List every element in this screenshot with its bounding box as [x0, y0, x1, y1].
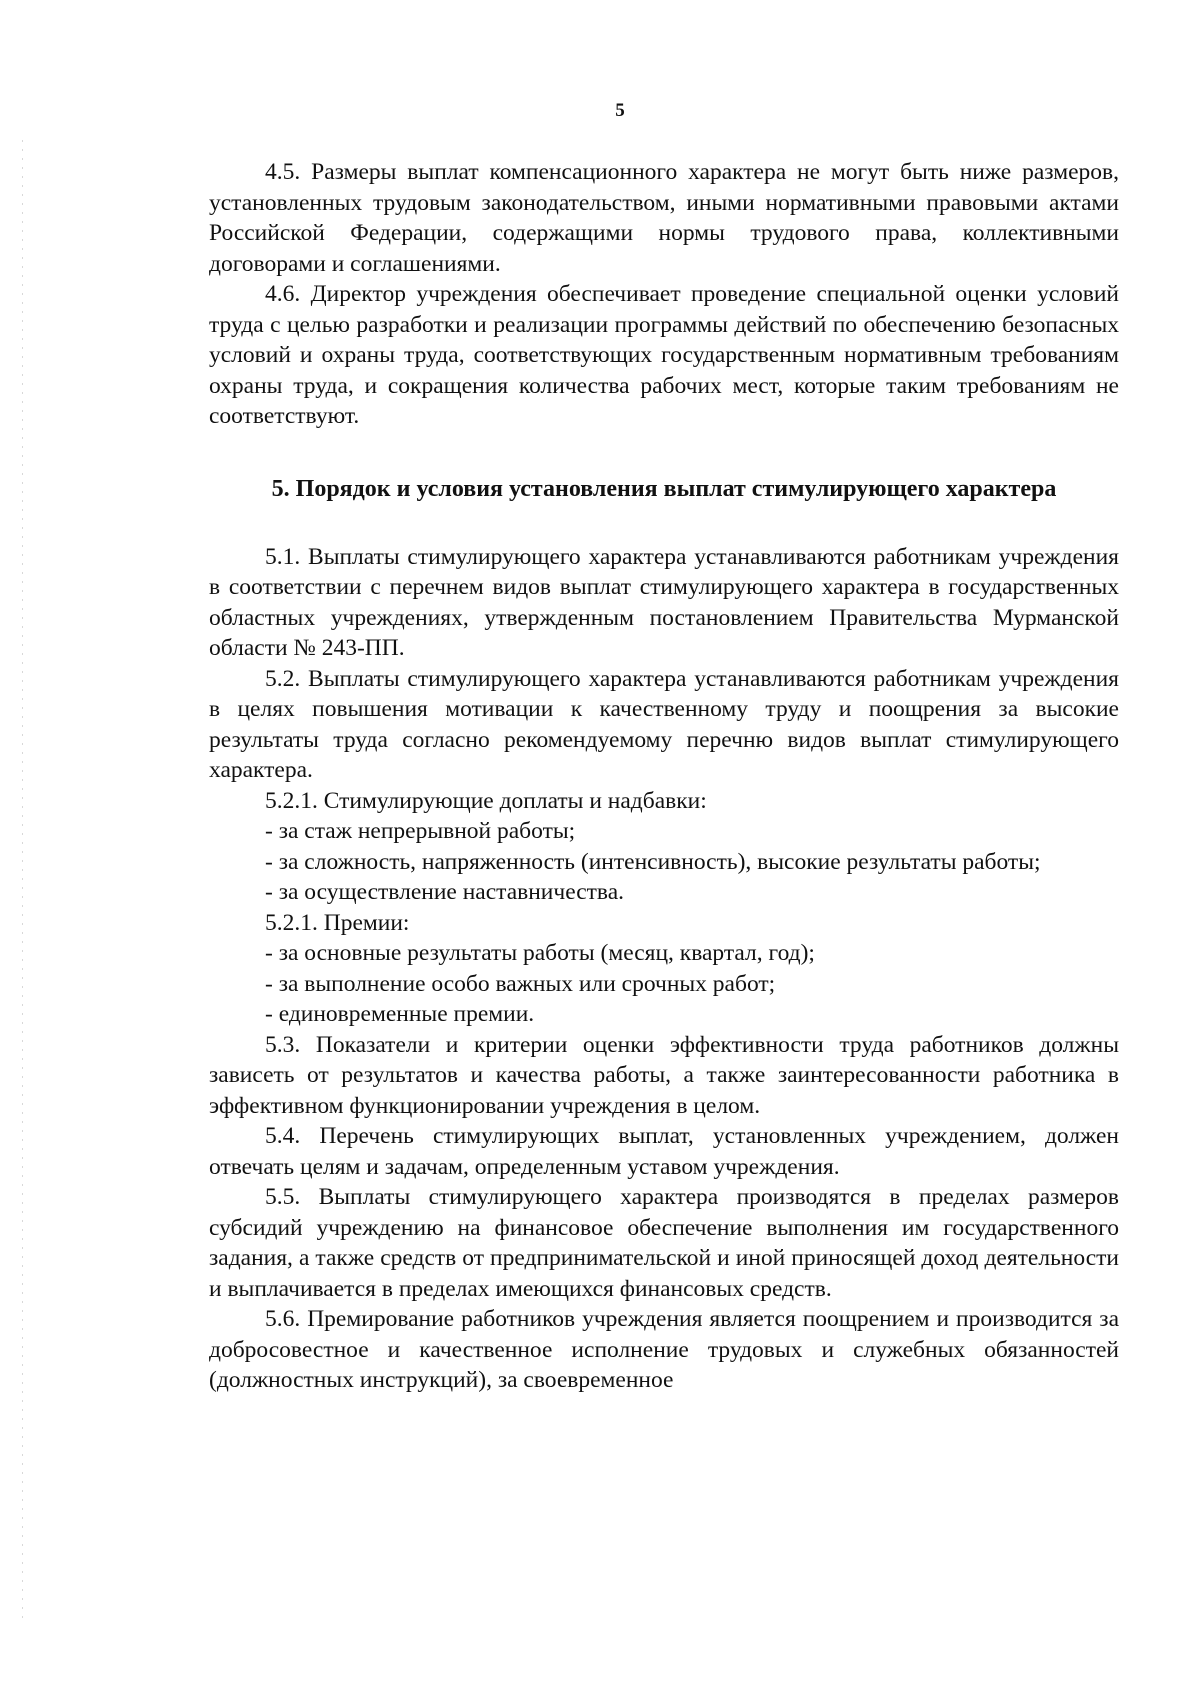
paragraph-5-3: 5.3. Показатели и критерии оценки эффективности труда работников должны зависеть от результатов и качества работы, а также заинтересованности работника в эффективном функционировании учреждения в целом.: [209, 1031, 1119, 1119]
paragraph-4-5: 4.5. Размеры выплат компенсационного характера не могут быть ниже размеров, установленных трудовым законодательством, иными нормативными правовыми актами Российской Федерации, содержащими нормы трудового права, коллективными договорами и соглашениями.: [209, 159, 1119, 277]
document-body: [209, 157, 1119, 1396]
paragraph-5-2: 5.2. Выплаты стимулирующего характера устанавливаются работникам учреждения в целях повышения мотивации к качественному труду и поощрения за высокие результаты труда согласно рекомендуемому перечню видов выплат стимулирующего характера.: [209, 665, 1119, 783]
paragraph-5-2-1-premii: 5.2.1. Премии:: [265, 909, 410, 936]
paragraph-5-4: 5.4. Перечень стимулирующих выплат, установленных учреждением, должен отвечать целям и задачам, определенным уставом учреждения.: [209, 1123, 1119, 1180]
scan-edge-artifact: [22, 140, 23, 1620]
paragraph-5-6: 5.6. Премирование работников учреждения является поощрением и производится за добросовестное и качественное исполнение трудовых и служебных обязанностей (должностных инструкций), за своевременное: [209, 1306, 1119, 1393]
page-number: 5: [615, 100, 625, 121]
paragraph-5-1: 5.1. Выплаты стимулирующего характера устанавливаются работникам учреждения в соответствии с перечнем видов выплат стимулирующего характера в государственных областных учреждениях, утвержденным постановлением Правительства Мурманской области № 243-ПП.: [209, 543, 1119, 661]
list-item: - за стаж непрерывной работы;: [265, 818, 576, 844]
paragraph-5-2-1: 5.2.1. Стимулирующие доплаты и надбавки:: [265, 787, 707, 814]
paragraph-4-6: 4.6. Директор учреждения обеспечивает проведение специальной оценки условий труда с целью разработки и реализации программы действий по обеспечению безопасных условий и охраны труда, соответствующих государственным нормативным требованиям охраны труда, и сокращения количества рабочих мест, которые таким требованиям не соответствуют.: [209, 281, 1119, 429]
list-item: - за сложность, напряженность (интенсивность), высокие результаты работы;: [265, 848, 1041, 875]
section-5-heading: 5. Порядок и условия установления выплат стимулирующего характера: [271, 475, 1057, 502]
list-item: - за осуществление наставничества.: [265, 879, 625, 905]
paragraph-5-5: 5.5. Выплаты стимулирующего характера производятся в пределах размеров субсидий учреждению на финансовое обеспечение выполнения им государственного задания, а также средств от предпринимательской и иной приносящей доход деятельности и выплачивается в пределах имеющихся финансовых средств.: [209, 1184, 1119, 1302]
list-item: - единовременные премии.: [265, 1001, 535, 1027]
list-item: - за выполнение особо важных или срочных работ;: [265, 970, 776, 997]
list-item: - за основные результаты работы (месяц, квартал, год);: [265, 940, 815, 966]
